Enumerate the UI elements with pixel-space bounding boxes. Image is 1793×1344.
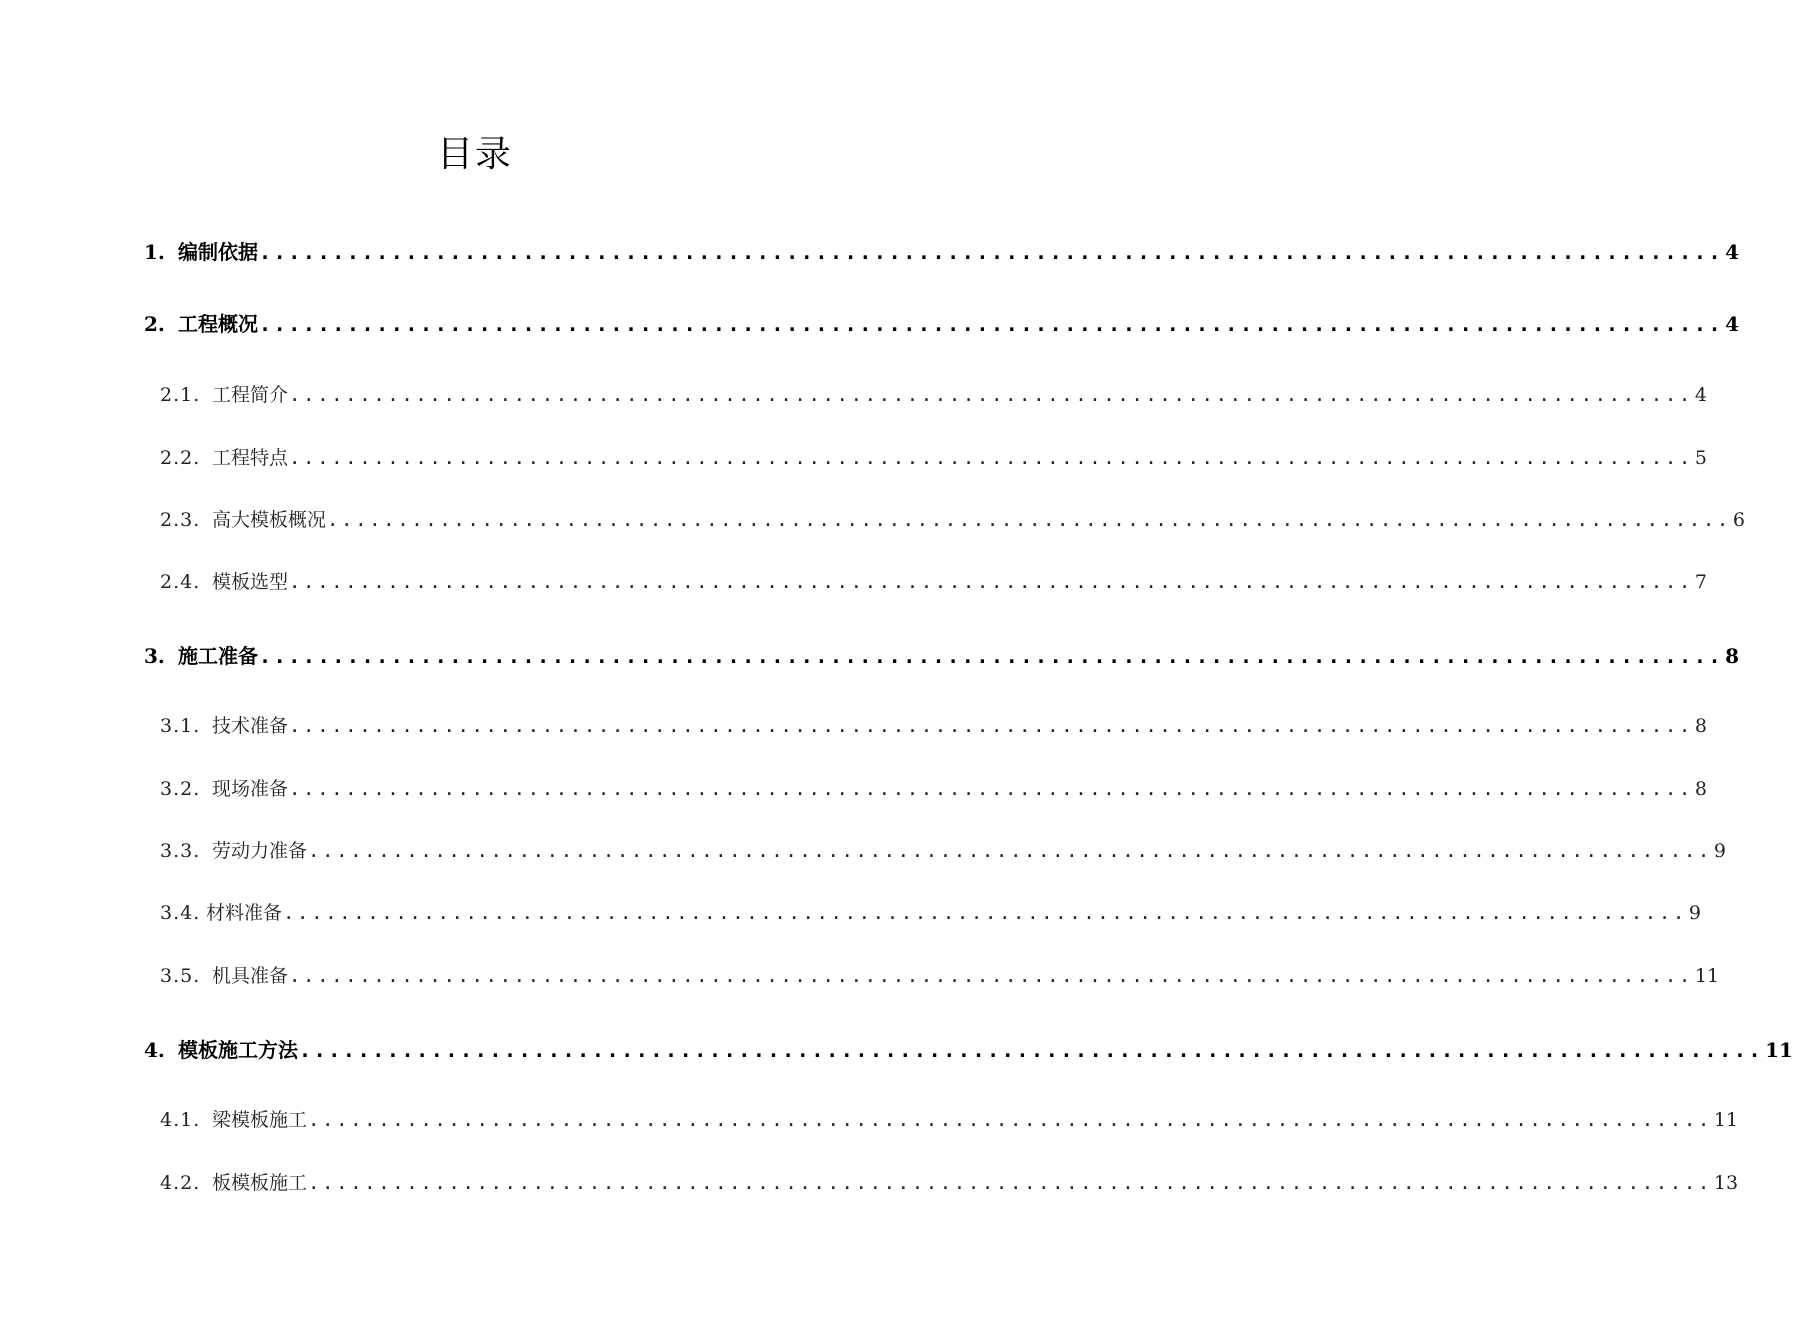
toc-label: 材料准备 bbox=[206, 902, 283, 924]
toc-leader: .................................................................................................... bbox=[289, 571, 1693, 593]
toc-page-number: 8 bbox=[1694, 778, 1708, 800]
toc-label: 编制依据 bbox=[178, 240, 258, 264]
toc-page-number: 4 bbox=[1725, 312, 1740, 336]
toc-number: 2. bbox=[144, 312, 165, 336]
toc-page-number: 11 bbox=[1765, 1038, 1793, 1062]
toc-leader: .................................................................................................... bbox=[308, 1172, 1712, 1194]
toc-page-number: 6 bbox=[1732, 509, 1746, 531]
toc-number: 2.1. bbox=[160, 384, 201, 406]
toc-entry-2-3[interactable] bbox=[160, 505, 1746, 535]
toc-label: 机具准备 bbox=[212, 965, 289, 987]
toc-label: 劳动力准备 bbox=[212, 840, 308, 862]
toc-entry-4[interactable] bbox=[144, 1034, 1793, 1064]
toc-number: 1. bbox=[144, 240, 165, 264]
toc-page-number: 4 bbox=[1694, 384, 1708, 406]
toc-label: 板模板施工 bbox=[212, 1172, 308, 1194]
toc-number: 2.2. bbox=[160, 447, 201, 469]
toc-leader: .................................................................................................... bbox=[289, 778, 1693, 800]
toc-entry-2-4[interactable] bbox=[160, 567, 1708, 597]
toc-leader: .................................................................................................... bbox=[289, 715, 1693, 737]
toc-leader: .................................................................................................... bbox=[299, 1038, 1764, 1062]
toc-number: 3. bbox=[144, 644, 165, 668]
toc-number: 3.1. bbox=[160, 715, 201, 737]
toc-page-number: 9 bbox=[1713, 840, 1727, 862]
toc-label: 工程概况 bbox=[178, 312, 258, 336]
toc-number: 4.1. bbox=[160, 1109, 201, 1131]
toc-number: 3.3. bbox=[160, 840, 201, 862]
toc-number: 3.5. bbox=[160, 965, 201, 987]
toc-leader: .................................................................................................... bbox=[327, 509, 1731, 531]
toc-number: 4.2. bbox=[160, 1172, 201, 1194]
toc-number: 2.4. bbox=[160, 571, 201, 593]
page-title: 目录 bbox=[436, 134, 513, 175]
toc-number: 3.4. bbox=[160, 902, 201, 924]
toc-label: 工程特点 bbox=[212, 447, 289, 469]
toc-number: 2.3. bbox=[160, 509, 201, 531]
toc-page-number: 5 bbox=[1694, 447, 1708, 469]
toc-label: 工程简介 bbox=[212, 384, 289, 406]
toc-entry-4-2[interactable] bbox=[160, 1168, 1739, 1198]
toc-label: 模板选型 bbox=[212, 571, 289, 593]
toc-label: 梁模板施工 bbox=[212, 1109, 308, 1131]
toc-leader: .................................................................................................... bbox=[283, 902, 1687, 924]
toc-page-number: 8 bbox=[1694, 715, 1708, 737]
toc-leader: .................................................................................................... bbox=[259, 312, 1724, 336]
toc-page-number: 11 bbox=[1713, 1109, 1739, 1131]
toc-entry-3-3[interactable] bbox=[160, 836, 1727, 866]
toc-entry-3-2[interactable] bbox=[160, 774, 1708, 804]
toc-entry-2-1[interactable] bbox=[160, 380, 1708, 410]
toc-entry-3-1[interactable] bbox=[160, 711, 1708, 741]
toc-number: 3.2. bbox=[160, 778, 201, 800]
toc-page-number: 11 bbox=[1694, 965, 1720, 987]
toc-page-number: 7 bbox=[1694, 571, 1708, 593]
toc-entry-1[interactable] bbox=[144, 236, 1740, 266]
toc-label: 高大模板概况 bbox=[212, 509, 327, 531]
toc-label: 模板施工方法 bbox=[178, 1038, 298, 1062]
toc-label: 现场准备 bbox=[212, 778, 289, 800]
toc-entry-3-4[interactable] bbox=[160, 898, 1702, 928]
toc-page-number: 8 bbox=[1725, 644, 1740, 668]
toc-entry-3[interactable] bbox=[144, 640, 1740, 670]
toc-page-number: 9 bbox=[1688, 902, 1702, 924]
toc-label: 技术准备 bbox=[212, 715, 289, 737]
toc-label: 施工准备 bbox=[178, 644, 258, 668]
toc-leader: .................................................................................................... bbox=[308, 1109, 1712, 1131]
toc-leader: .................................................................................................... bbox=[289, 447, 1693, 469]
toc-page-number: 4 bbox=[1725, 240, 1740, 264]
toc-leader: .................................................................................................... bbox=[289, 965, 1693, 987]
toc-entry-2-2[interactable] bbox=[160, 443, 1708, 473]
toc-page-number: 13 bbox=[1713, 1172, 1739, 1194]
toc-number: 4. bbox=[144, 1038, 165, 1062]
toc-leader: .................................................................................................... bbox=[259, 240, 1724, 264]
toc-entry-4-1[interactable] bbox=[160, 1105, 1739, 1135]
toc-leader: .................................................................................................... bbox=[289, 384, 1693, 406]
toc-entry-3-5[interactable] bbox=[160, 961, 1720, 991]
toc-leader: .................................................................................................... bbox=[259, 644, 1724, 668]
toc-entry-2[interactable] bbox=[144, 308, 1740, 338]
toc-leader: .................................................................................................... bbox=[308, 840, 1712, 862]
